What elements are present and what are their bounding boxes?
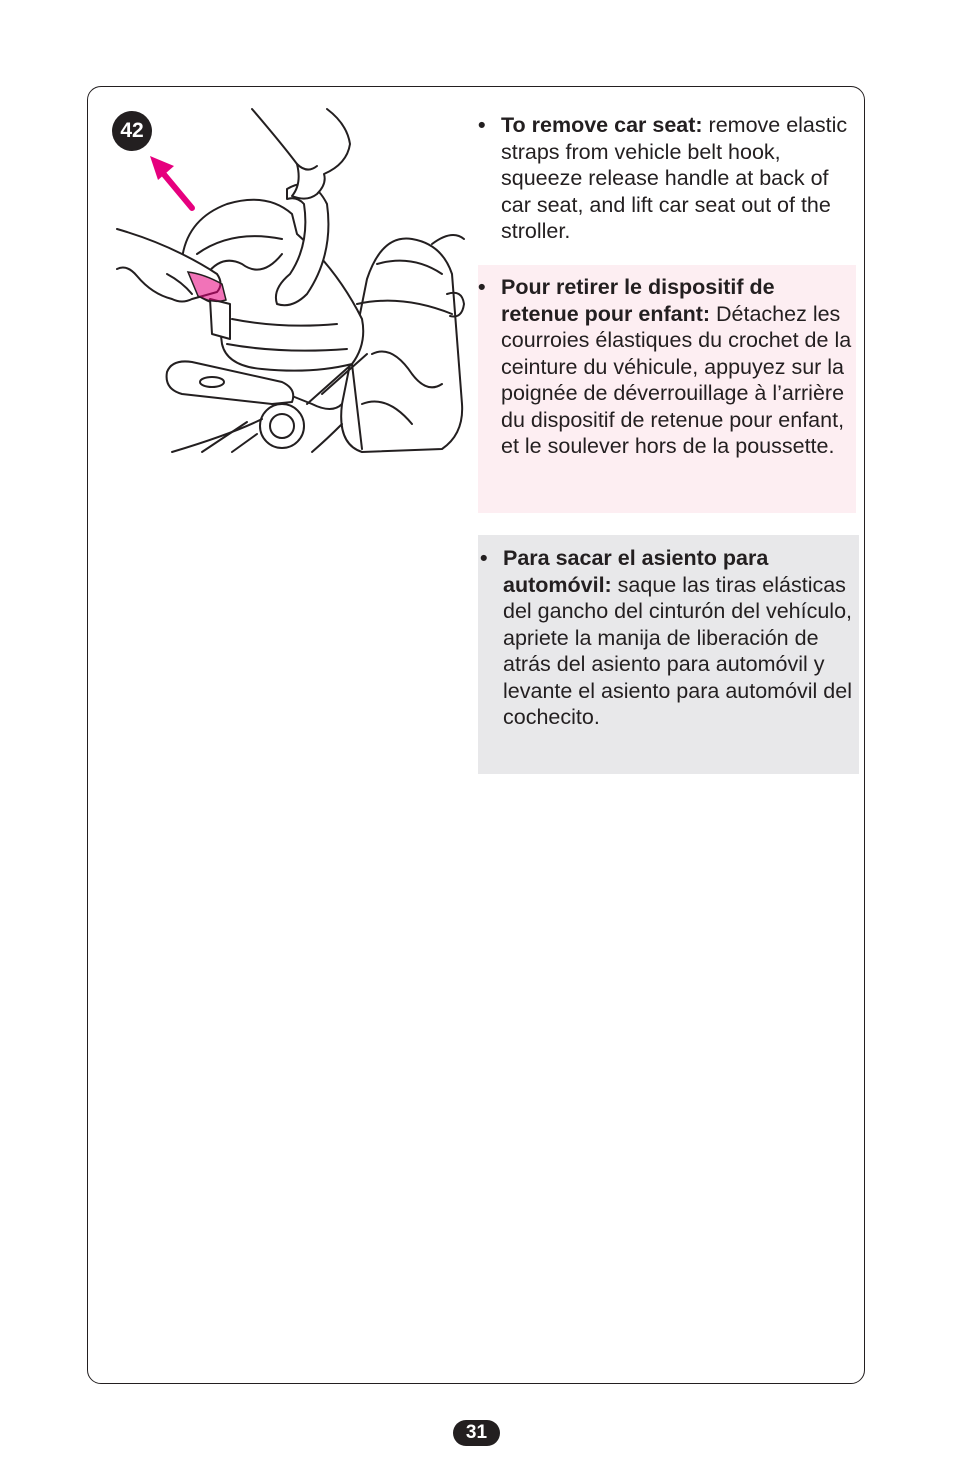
instruction-french-body: Détachez les courroies élastiques du crochet de la ceinture du véhicule, appuyez sur la poignée de déverrouillage à l’arrière du dispositif de retenue pour enfant, et le soulever hors de la poussette. <box>501 301 852 458</box>
instruction-french <box>478 265 856 513</box>
instruction-french-text <box>478 265 856 460</box>
bullet: • <box>478 113 486 137</box>
instruction-spanish-text <box>478 535 859 731</box>
instruction-spanish-title: Para sacar el asiento para automóvil: <box>503 546 769 597</box>
bullet: • <box>480 546 488 570</box>
bullet: • <box>478 275 486 299</box>
step-number-badge: 42 <box>112 111 152 151</box>
arrow-up-left-icon <box>150 156 192 208</box>
instruction-english <box>478 112 858 245</box>
instruction-french-title: Pour retirer le dispositif de retenue pour enfant: <box>501 275 775 326</box>
car-seat-removal-illustration <box>112 104 466 456</box>
instruction-english-body: remove elastic straps from vehicle belt hook, squeeze release handle at back of car seat, and lift car seat out of the stroller. <box>501 113 848 243</box>
instruction-english-text <box>478 112 858 245</box>
instruction-english-title: To remove car seat: <box>501 113 703 137</box>
page-number: 31 <box>453 1420 500 1446</box>
instruction-spanish-body: saque las tiras elásticas del gancho del cinturón del vehículo, apriete la manija de liberación de atrás del asiento para automóvil y levante el asiento para automóvil del cochecito. <box>503 572 853 729</box>
instruction-spanish <box>478 535 859 774</box>
